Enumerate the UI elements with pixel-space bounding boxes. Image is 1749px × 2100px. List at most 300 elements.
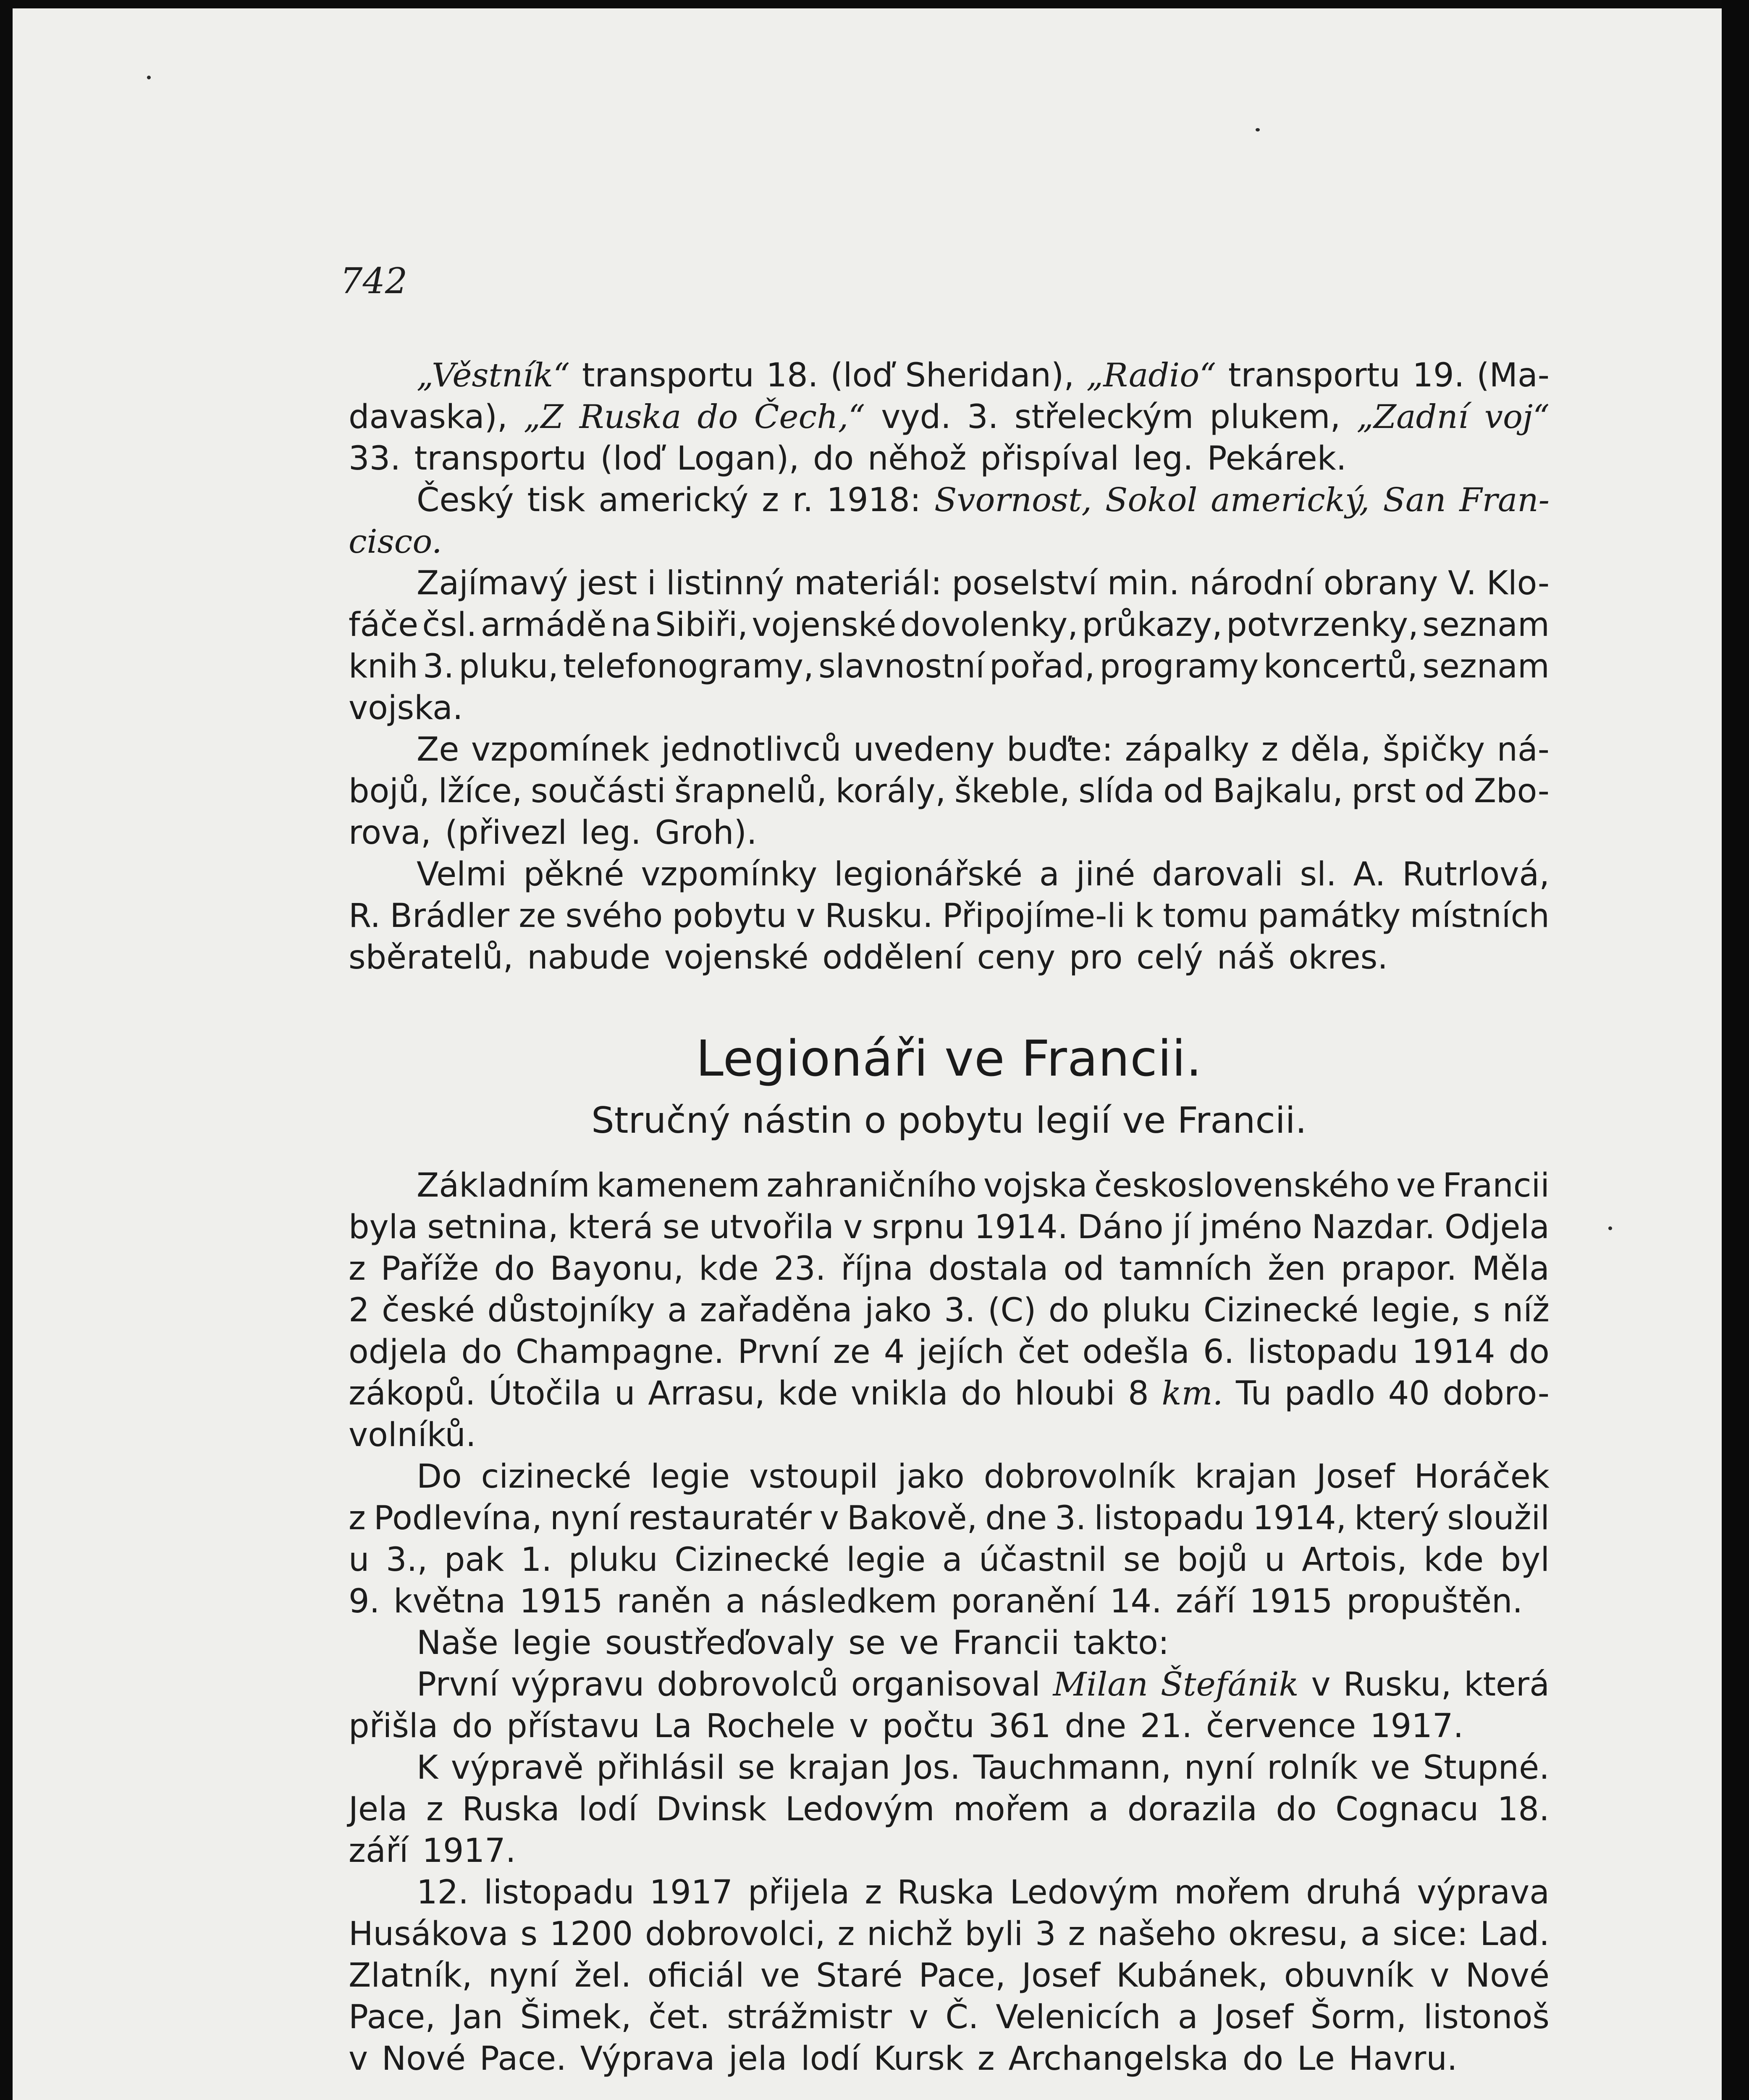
word: ve bbox=[1396, 1167, 1436, 1205]
word: československého bbox=[1094, 1167, 1390, 1205]
word: 1914 bbox=[1412, 1333, 1495, 1371]
word: v bbox=[349, 2040, 368, 2078]
word: jako bbox=[897, 1458, 965, 1496]
dust-speck bbox=[1608, 1226, 1612, 1230]
word: R. bbox=[349, 897, 381, 935]
word: výprava bbox=[1417, 1874, 1550, 1911]
word: hloubi bbox=[1015, 1375, 1115, 1412]
word: do bbox=[1048, 1292, 1090, 1329]
word: „Zadní bbox=[1356, 398, 1468, 436]
word: nichž bbox=[867, 1915, 953, 1953]
word: z bbox=[762, 481, 779, 519]
word: Bakově, bbox=[847, 1499, 978, 1537]
word: sloužil bbox=[1447, 1499, 1550, 1537]
word: v bbox=[849, 1707, 869, 1745]
word: byli bbox=[965, 1915, 1023, 1953]
word: nyní bbox=[550, 1499, 620, 1537]
word: tomu bbox=[1163, 897, 1248, 935]
word: (Ma- bbox=[1476, 357, 1550, 394]
word: Rochele bbox=[705, 1707, 836, 1745]
word: září bbox=[1175, 1583, 1236, 1620]
word: pluku bbox=[568, 1541, 658, 1579]
word: buďte: bbox=[1007, 731, 1113, 769]
word: okresu, bbox=[1228, 1915, 1348, 1953]
word: transportu bbox=[1228, 357, 1400, 394]
word: kde bbox=[778, 1375, 838, 1412]
paragraph bbox=[349, 854, 1550, 979]
word: z bbox=[1261, 731, 1279, 769]
word: propuštěn. bbox=[1346, 1583, 1523, 1620]
word: Dáno bbox=[1077, 1208, 1164, 1246]
word: do bbox=[1242, 2040, 1284, 2078]
word: do bbox=[697, 398, 738, 436]
word: bojů bbox=[1177, 1541, 1248, 1579]
word: obrany bbox=[1323, 564, 1438, 602]
word: 6. bbox=[1203, 1333, 1235, 1371]
word: u bbox=[349, 1541, 370, 1579]
word: Do bbox=[417, 1458, 462, 1496]
text-line bbox=[349, 521, 1550, 563]
word: Č. bbox=[945, 1998, 979, 2036]
word: české bbox=[382, 1292, 475, 1329]
word: 1917 bbox=[649, 1874, 733, 1911]
word: do bbox=[1276, 1790, 1317, 1828]
word: ceny bbox=[977, 939, 1056, 976]
word: Jan bbox=[452, 1998, 503, 2036]
word: 1915 bbox=[519, 1583, 603, 1620]
word: důstojníky bbox=[487, 1292, 655, 1329]
word: přišla bbox=[349, 1707, 438, 1745]
scan-edge-right bbox=[1722, 0, 1749, 2100]
word: jako bbox=[865, 1292, 932, 1329]
word: soustřeďovaly bbox=[605, 1624, 835, 1662]
word: 23. bbox=[774, 1250, 826, 1288]
word: škeble, bbox=[954, 772, 1070, 810]
word: 3. bbox=[422, 648, 454, 685]
word: sl. bbox=[1300, 856, 1337, 893]
word: Tauchmann, bbox=[973, 1749, 1172, 1787]
word: strážmistr bbox=[727, 1998, 892, 2036]
text-line bbox=[349, 396, 1550, 438]
paragraph bbox=[349, 355, 1550, 480]
word: pěkné bbox=[523, 856, 624, 893]
word: žel. bbox=[574, 1957, 632, 1995]
word: do bbox=[494, 1250, 535, 1288]
word: zařaděna bbox=[700, 1292, 852, 1329]
word: „Radio“ bbox=[1086, 357, 1217, 394]
word: listinný bbox=[666, 564, 784, 602]
dust-speck bbox=[147, 76, 151, 79]
word: 14. bbox=[1109, 1583, 1162, 1620]
word: Sokol bbox=[1105, 481, 1198, 519]
word: 21. bbox=[1140, 1707, 1193, 1745]
word: 8 bbox=[1128, 1375, 1149, 1412]
word: do bbox=[961, 1375, 1002, 1412]
word: náš bbox=[1217, 939, 1275, 976]
word: 361 bbox=[988, 1707, 1051, 1745]
word: jméno bbox=[1200, 1208, 1303, 1246]
word: Nové bbox=[381, 2040, 466, 2078]
word: 1917. bbox=[422, 1832, 516, 1870]
word: přihlásil bbox=[596, 1749, 725, 1787]
word: dovolenky, bbox=[900, 606, 1078, 644]
paragraphs-top bbox=[349, 355, 1550, 979]
text-line bbox=[349, 854, 1550, 895]
paragraph bbox=[349, 1622, 1550, 1664]
word: 3. bbox=[944, 1292, 975, 1329]
word: listonoš bbox=[1423, 1998, 1550, 2036]
word: a bbox=[1360, 1915, 1381, 1953]
word: 18. bbox=[1497, 1790, 1550, 1828]
text-line bbox=[349, 895, 1550, 937]
word: účastnil bbox=[979, 1541, 1107, 1579]
word: 1. bbox=[520, 1541, 552, 1579]
word: čet. bbox=[648, 1998, 710, 2036]
word: transportu bbox=[414, 440, 587, 478]
text-line bbox=[349, 1207, 1550, 1248]
text-line bbox=[349, 1997, 1550, 2038]
text-line bbox=[349, 1747, 1550, 1789]
text-line bbox=[349, 1622, 1550, 1664]
word: oddělení bbox=[822, 939, 963, 976]
paragraph bbox=[349, 1165, 1550, 1456]
word: Šimek, bbox=[520, 1998, 632, 2036]
word: kde bbox=[699, 1250, 759, 1288]
paragraph bbox=[349, 480, 1550, 563]
word: davaska), bbox=[349, 398, 508, 436]
word: lžíce, bbox=[438, 772, 522, 810]
word: v bbox=[819, 1499, 839, 1537]
word: bojů, bbox=[349, 772, 430, 810]
text-line bbox=[349, 1165, 1550, 1207]
word: krajan bbox=[1195, 1458, 1298, 1496]
word: uvedeny bbox=[853, 731, 995, 769]
word: potvrzenky, bbox=[1226, 606, 1419, 644]
word: Francii bbox=[952, 1624, 1060, 1662]
text-line bbox=[349, 1706, 1550, 1747]
word: dorazila bbox=[1127, 1790, 1257, 1828]
word: u bbox=[1264, 1541, 1285, 1579]
word: kamenem bbox=[596, 1167, 760, 1205]
word: okres. bbox=[1288, 939, 1388, 976]
word: jest bbox=[578, 564, 637, 602]
word: ve bbox=[1370, 1749, 1411, 1787]
word: svého bbox=[565, 897, 663, 935]
word: byl bbox=[1500, 1541, 1550, 1579]
text-line bbox=[349, 1456, 1550, 1498]
word: Logan), bbox=[677, 440, 800, 478]
word: listopadu bbox=[1094, 1499, 1245, 1537]
word: památky bbox=[1258, 897, 1401, 935]
word: průkazy, bbox=[1082, 606, 1222, 644]
word: organisoval bbox=[851, 1666, 1041, 1704]
word: Ruska bbox=[897, 1874, 995, 1911]
word: a bbox=[667, 1292, 687, 1329]
word: vzpomínky bbox=[641, 856, 818, 893]
word: 3 bbox=[1035, 1915, 1056, 1953]
word: listopadu bbox=[484, 1874, 635, 1911]
word: i bbox=[647, 564, 656, 602]
word: leg. bbox=[1133, 440, 1193, 478]
word: který bbox=[1354, 1499, 1440, 1537]
word: Dvinsk bbox=[656, 1790, 767, 1828]
word: října bbox=[841, 1250, 914, 1288]
text-line bbox=[349, 1955, 1550, 1997]
word: byla bbox=[349, 1208, 418, 1246]
word: Josef bbox=[1022, 1957, 1100, 1995]
word: Stupné. bbox=[1423, 1749, 1550, 1787]
word: a bbox=[1177, 1998, 1198, 2036]
word: zahraničního bbox=[766, 1167, 977, 1205]
word: jí bbox=[1172, 1208, 1191, 1246]
word: výpravě bbox=[451, 1749, 584, 1787]
word: Ruska bbox=[579, 398, 682, 436]
word: Útočila bbox=[488, 1375, 602, 1412]
dust-speck bbox=[1256, 128, 1260, 131]
text-line bbox=[349, 1914, 1550, 1955]
word: lodí bbox=[801, 2040, 860, 2078]
word: Ledovým bbox=[1010, 1874, 1159, 1911]
word: Paříže bbox=[380, 1250, 479, 1288]
word: výpravu bbox=[511, 1666, 645, 1704]
text-line bbox=[349, 1872, 1550, 1914]
word: žen bbox=[1267, 1250, 1326, 1288]
word: Josef bbox=[1215, 1998, 1293, 2036]
word: 1914, bbox=[1253, 1499, 1347, 1537]
word: Cognacu bbox=[1335, 1790, 1479, 1828]
word: Staré bbox=[816, 1957, 903, 1995]
word: padlo bbox=[1284, 1375, 1376, 1412]
word: u bbox=[614, 1375, 635, 1412]
word: První bbox=[737, 1333, 820, 1371]
word: knih bbox=[349, 648, 418, 685]
word: do bbox=[452, 1707, 493, 1745]
word: jela bbox=[729, 2040, 787, 2078]
word: americký bbox=[598, 481, 749, 519]
word: a bbox=[725, 1583, 746, 1620]
word: Čech,“ bbox=[754, 398, 865, 436]
word: následkem bbox=[759, 1583, 937, 1620]
word: mořem bbox=[953, 1790, 1070, 1828]
section-title: Legionáři ve Francii. bbox=[696, 1029, 1202, 1087]
word: armádě bbox=[480, 606, 607, 644]
word: s bbox=[1473, 1292, 1490, 1329]
word: dobrovolci, bbox=[645, 1915, 826, 1953]
word: z bbox=[426, 1790, 443, 1828]
word: Pace. bbox=[479, 2040, 566, 2078]
word: listopadu bbox=[1248, 1333, 1398, 1371]
word: V. bbox=[1448, 564, 1477, 602]
word: legie, bbox=[1371, 1292, 1461, 1329]
word: 3., bbox=[386, 1541, 428, 1579]
word: sběratelů, bbox=[349, 939, 514, 976]
word: vojenské bbox=[664, 939, 809, 976]
word: a bbox=[1039, 856, 1059, 893]
word: se bbox=[848, 1624, 886, 1662]
word: odjela bbox=[349, 1333, 448, 1371]
word: prapor. bbox=[1340, 1250, 1457, 1288]
word: 3. bbox=[1055, 1499, 1086, 1537]
word: darovali bbox=[1152, 856, 1283, 893]
word: transportu bbox=[582, 357, 754, 394]
word: Pace, bbox=[918, 1957, 1006, 1995]
word: dne bbox=[985, 1499, 1047, 1537]
word: v bbox=[796, 897, 816, 935]
word: která bbox=[568, 1208, 653, 1246]
word: mořem bbox=[1174, 1874, 1291, 1911]
word: Klo- bbox=[1486, 564, 1550, 602]
word: našeho bbox=[1097, 1915, 1217, 1953]
word: Zajímavý bbox=[417, 564, 568, 602]
word: srpnu bbox=[872, 1208, 965, 1246]
word: Nové bbox=[1465, 1957, 1550, 1995]
word: Zbo- bbox=[1474, 772, 1550, 810]
word: slída bbox=[1078, 772, 1155, 810]
word: 1917. bbox=[1369, 1707, 1464, 1745]
word: 9. bbox=[349, 1583, 380, 1620]
word: slavnostní bbox=[818, 648, 985, 685]
word: Šorm, bbox=[1310, 1998, 1407, 2036]
word: místních bbox=[1410, 897, 1550, 935]
word: prst bbox=[1351, 772, 1416, 810]
text-line bbox=[349, 688, 1550, 729]
word: zákopů. bbox=[349, 1375, 476, 1412]
word: leg. bbox=[580, 814, 641, 852]
word: takto: bbox=[1073, 1624, 1169, 1662]
word: odešla bbox=[1082, 1333, 1190, 1371]
word: od bbox=[1424, 772, 1466, 810]
word: min. bbox=[1107, 564, 1180, 602]
word: km. bbox=[1162, 1375, 1223, 1412]
word: Odjela bbox=[1444, 1208, 1550, 1246]
word: celý bbox=[1136, 939, 1203, 976]
word: A. bbox=[1353, 856, 1386, 893]
word: v bbox=[1311, 1666, 1331, 1704]
word: La bbox=[653, 1707, 692, 1745]
article-body bbox=[349, 355, 1550, 2080]
word: zápalky bbox=[1125, 731, 1249, 769]
text-line bbox=[349, 729, 1550, 771]
word: Velmi bbox=[417, 856, 507, 893]
word: oficiál bbox=[647, 1957, 745, 1995]
word: v bbox=[1430, 1957, 1450, 1995]
paragraph bbox=[349, 729, 1550, 854]
word: programy bbox=[1099, 648, 1259, 685]
page-number: 742 bbox=[340, 260, 408, 302]
word: tisk bbox=[527, 481, 585, 519]
text-line bbox=[349, 1248, 1550, 1290]
word: pořad, bbox=[989, 648, 1095, 685]
word: „Věstník“ bbox=[417, 357, 570, 394]
word: sice: bbox=[1392, 1915, 1468, 1953]
text-line bbox=[349, 2038, 1550, 2080]
text-line bbox=[349, 1581, 1550, 1622]
word: ve bbox=[899, 1624, 939, 1662]
text-line bbox=[349, 1664, 1550, 1706]
word: „Z bbox=[523, 398, 564, 436]
word: dobrovolník bbox=[983, 1458, 1176, 1496]
word: Kubánek, bbox=[1116, 1957, 1268, 1995]
word: a bbox=[1088, 1790, 1109, 1828]
word: pro bbox=[1069, 939, 1123, 976]
word: od bbox=[1063, 1250, 1104, 1288]
word: poranění bbox=[951, 1583, 1096, 1620]
word: koncertů, bbox=[1263, 648, 1418, 685]
word: přijela bbox=[747, 1874, 850, 1911]
word: raněn bbox=[616, 1583, 712, 1620]
word: Champagne. bbox=[515, 1333, 724, 1371]
word: Pekárek. bbox=[1207, 440, 1347, 478]
word: vnikla bbox=[850, 1375, 948, 1412]
word: čet bbox=[1017, 1333, 1069, 1371]
word: vyd. bbox=[881, 398, 951, 436]
word: Havru. bbox=[1348, 2040, 1458, 2078]
word: střeleckým bbox=[1014, 398, 1194, 436]
word: Ze bbox=[417, 731, 459, 769]
word: jednotlivců bbox=[661, 731, 842, 769]
word: Svornost, bbox=[934, 481, 1092, 519]
word: 1918: bbox=[826, 481, 921, 519]
word: Horáček bbox=[1414, 1458, 1550, 1496]
word: 33. bbox=[349, 440, 401, 478]
word: vstoupil bbox=[749, 1458, 878, 1496]
word: s bbox=[520, 1915, 538, 1953]
word: 12. bbox=[417, 1874, 469, 1911]
word: Nazdar. bbox=[1311, 1208, 1435, 1246]
word: nabude bbox=[527, 939, 650, 976]
word: září bbox=[349, 1832, 409, 1870]
text-line bbox=[349, 563, 1550, 604]
word: z bbox=[837, 1915, 855, 1953]
word: 1200 bbox=[549, 1915, 633, 1953]
text-line bbox=[349, 355, 1550, 396]
word: Groh). bbox=[655, 814, 757, 852]
word: čsl. bbox=[422, 606, 477, 644]
word: Naše bbox=[417, 1624, 498, 1662]
word: Bayonu, bbox=[550, 1250, 684, 1288]
word: se bbox=[737, 1749, 775, 1787]
word: vojska. bbox=[349, 689, 463, 727]
paragraph bbox=[349, 563, 1550, 729]
word: července bbox=[1206, 1707, 1356, 1745]
word: utvořila bbox=[709, 1208, 834, 1246]
word: 40 bbox=[1388, 1375, 1430, 1412]
word: dne bbox=[1065, 1707, 1127, 1745]
word: (přivezl bbox=[445, 814, 567, 852]
word: 3. bbox=[967, 398, 999, 436]
word: Fran- bbox=[1459, 481, 1550, 519]
word: Josef bbox=[1316, 1458, 1395, 1496]
word: z bbox=[865, 1874, 882, 1911]
word: Cizinecké bbox=[1203, 1292, 1359, 1329]
word: Jela bbox=[349, 1790, 408, 1828]
word: 19. bbox=[1412, 357, 1465, 394]
word: Artois, bbox=[1301, 1541, 1407, 1579]
word: Štefánik bbox=[1160, 1666, 1299, 1704]
word: ze bbox=[833, 1333, 871, 1371]
word: z bbox=[349, 1250, 366, 1288]
word: k bbox=[1134, 897, 1154, 935]
word: volníků. bbox=[349, 1416, 476, 1454]
text-line bbox=[349, 1331, 1550, 1373]
word: Připojíme-li bbox=[942, 897, 1125, 935]
word: druhá bbox=[1306, 1874, 1402, 1911]
word: tamních bbox=[1119, 1250, 1253, 1288]
word: (C) bbox=[988, 1292, 1036, 1329]
word: plukem, bbox=[1209, 398, 1341, 436]
word: Český bbox=[417, 481, 514, 519]
word: do bbox=[1508, 1333, 1550, 1371]
